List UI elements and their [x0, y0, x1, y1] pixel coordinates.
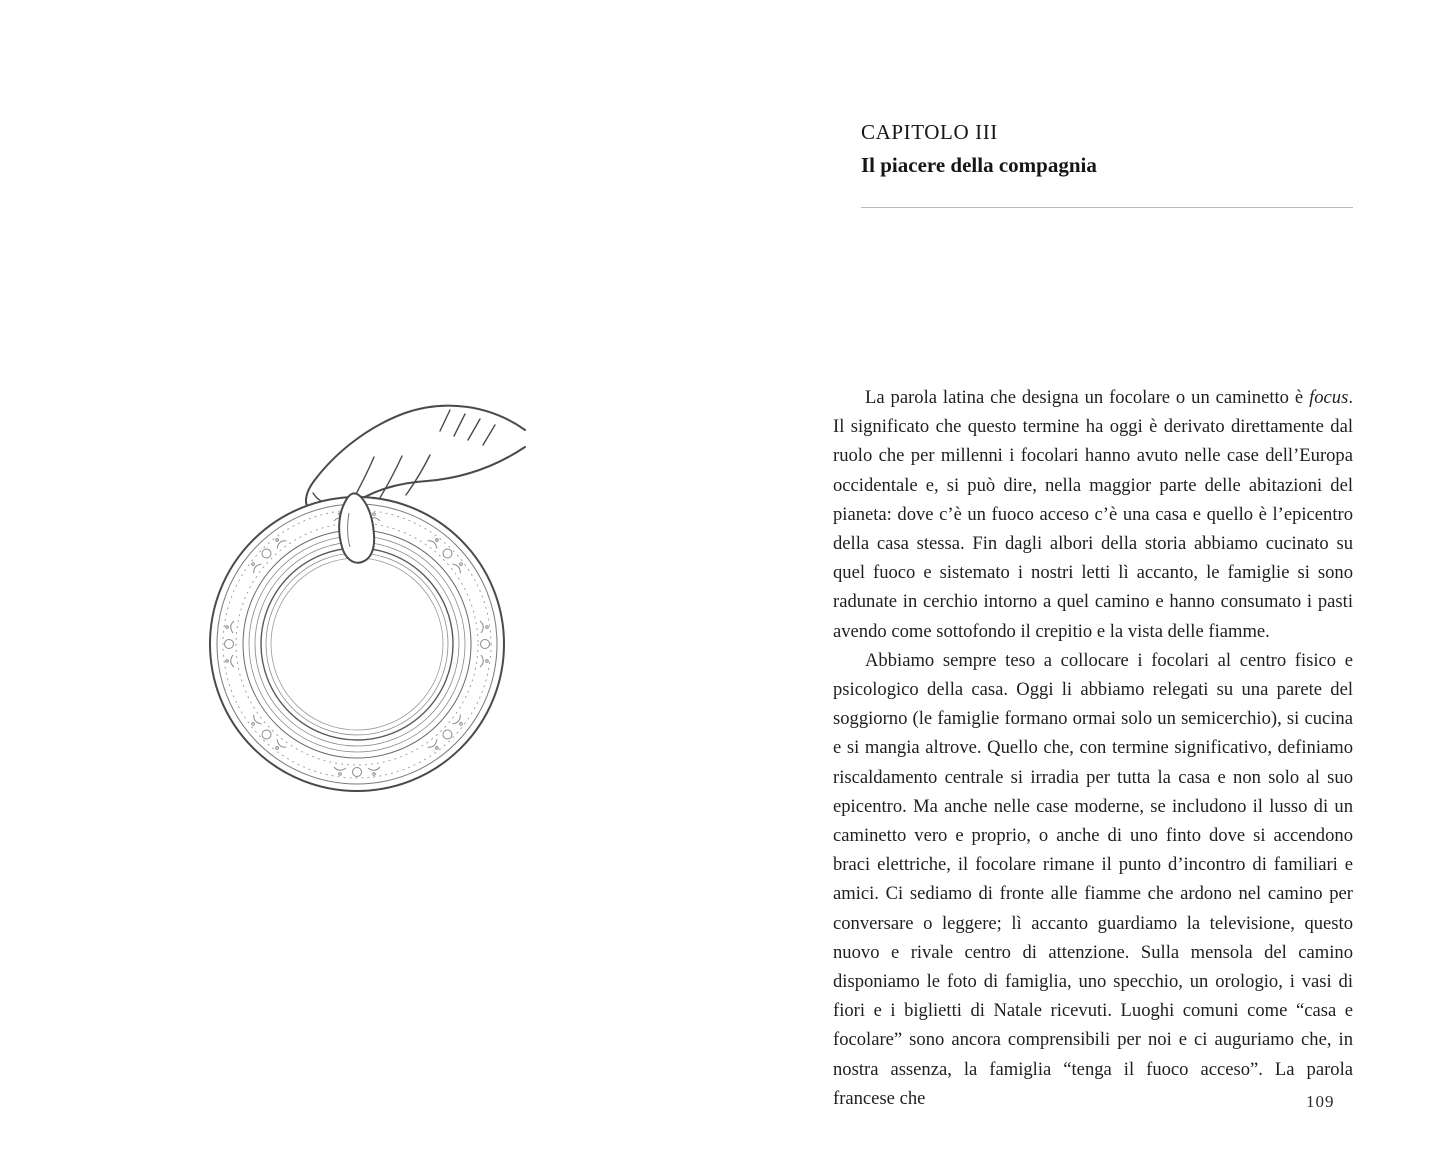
paragraph-1-lead: La parola latina che designa un focolare o un caminetto è [865, 387, 1310, 408]
hand-plate-drawing [95, 355, 655, 895]
paragraph-2: Abbiamo sempre teso a collocare i focolari al centro fisico e psicologico della casa. Oggi li abbiamo relegati su una parete del soggiorno (le famiglie formano ormai solo un semicerchio), si cucina e si mangia altrove. Quello che, con termine significativo, definiamo riscaldamento centrale si irradia per tutta la casa e non solo al suo epicentro. Ma anche nelle case moderne, se includono il lusso di un caminetto vero e proprio, o anche di uno finto dove si accendono braci elettriche, il focolare rimane il punto d’incontro di familiari e amici. Ci sediamo di fronte alle fiamme che ardono nel camino per conversare o leggere; lì accanto guardiamo la televisione, questo nuovo e rivale centro di attenzione. Sulla mensola del camino disponiamo le foto di famiglia, uno specchio, un orologio, i vasi di fiori e i biglietti di Natale ricevuti. Luoghi comuni come “casa e focolare” sono ancora comprensibili per noi e ci auguriamo che, in nostra assenza, la famiglia “tenga il fuoco acceso”. La parola francese che [833, 649, 1353, 1109]
text-column [833, 118, 1353, 1113]
chapter-label: CAPITOLO III [861, 120, 998, 144]
paragraph-1 [833, 383, 1353, 646]
heading-rule [861, 207, 1353, 208]
paragraph-1-rest: . Il significato che questo termine ha oggi è derivato direttamente dal ruolo che per millenni i focolari hanno avuto nelle case dell’Europa occidentale e, si può dire, nella maggior parte delle abitazioni del pianeta: dove c’è un fuoco acceso c’è una casa e quello è l’epicentro della casa stessa. Fin dagli albori della storia abbiamo cucinato su quel fuoco e sistemato i nostri letti lì accanto, le famiglie si sono radunate in cerchio intorno a quel camino e hanno consumato i pasti avendo come sottofondo il crepitio e la vista delle fiamme. [833, 387, 1353, 642]
chapter-heading [861, 118, 1353, 208]
page-number: 109 [1306, 1092, 1335, 1111]
body-text [833, 383, 1353, 1113]
chapter-title: Il piacere della compagnia [861, 153, 1097, 177]
paragraph-1-italic-term: focus [1309, 387, 1349, 408]
plate-illustration [95, 355, 655, 895]
